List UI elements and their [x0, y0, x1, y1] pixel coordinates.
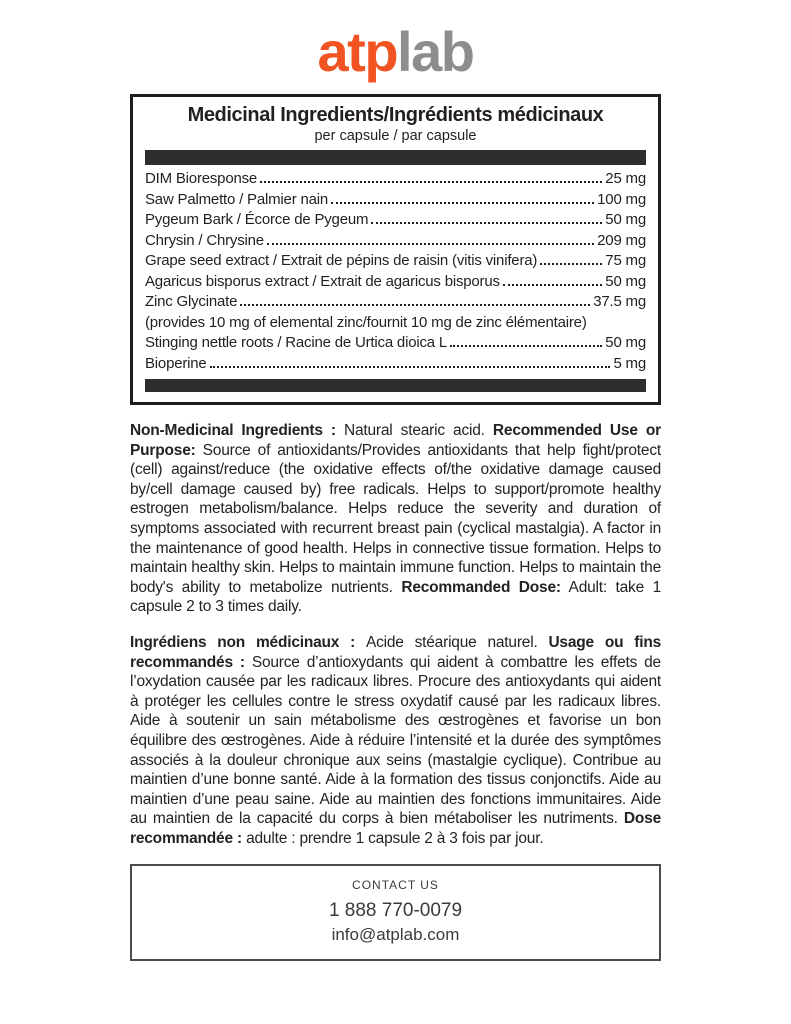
- text-segment: Adult: take 1 capsule 2 to 3 times daily.: [130, 578, 661, 616]
- panel-subtitle: per capsule / par capsule: [314, 128, 477, 144]
- ingredient-list: [145, 169, 646, 374]
- ingredient-name: Agaricus bisporus extract / Extrait de agaricus bisporus: [145, 272, 500, 290]
- ingredient-name: Zinc Glycinate: [145, 293, 238, 310]
- dot-leader: [503, 284, 602, 286]
- ingredient-name: (provides 10 mg of elemental zinc/fournit 10 mg de zinc élémentaire): [145, 313, 587, 331]
- ingredient-name: Chrysin / Chrysine: [145, 231, 264, 249]
- panel-title: Medicinal Ingredients/Ingrédients médicinaux: [187, 104, 604, 126]
- ingredient-row: [145, 190, 646, 211]
- dot-leader: [540, 263, 602, 265]
- ingredient-row: [145, 231, 646, 252]
- divider-bar-top: [145, 150, 646, 165]
- ingredient-amount: 100 mg: [597, 190, 646, 208]
- ingredient-name: Stinging nettle roots / Racine de Urtica dioica L: [145, 334, 448, 351]
- text-segment: Natural stearic acid.: [343, 422, 493, 439]
- text-segment: Acide stéarique naturel.: [365, 633, 549, 651]
- bold-text-segment: Non-Medicinal Ingredients :: [130, 422, 344, 439]
- medicinal-ingredients-panel: [130, 94, 661, 405]
- ingredient-amount: 75 mg: [605, 252, 646, 269]
- brand-logo: [0, 0, 791, 83]
- dot-leader: [260, 181, 602, 183]
- ingredient-amount: 50 mg: [605, 272, 646, 290]
- contact-email: info@atplab.com: [331, 925, 460, 945]
- ingredient-name: Bioperine: [145, 354, 207, 372]
- ingredient-amount: 50 mg: [605, 211, 646, 228]
- ingredient-amount: 25 mg: [605, 170, 646, 187]
- ingredient-amount: 50 mg: [605, 334, 646, 351]
- bold-text-segment: Dose recommandée :: [130, 810, 661, 847]
- bold-text-segment: Recommanded Dose:: [401, 578, 561, 596]
- contact-heading: CONTACT US: [352, 878, 439, 893]
- ingredient-name: Grape seed extract / Extrait de pépins de raisin (vitis vinifera): [145, 252, 538, 269]
- ingredient-row: [145, 210, 646, 231]
- dot-leader: [240, 304, 590, 306]
- logo-lab-text: lab: [397, 20, 474, 83]
- ingredient-row: [145, 313, 646, 334]
- bold-text-segment: Recommended Use or Purpose:: [130, 422, 661, 459]
- ingredient-amount: 37.5 mg: [593, 293, 646, 310]
- ingredient-row: [145, 333, 646, 354]
- text-segment: Source of antioxidants/Provides antioxidants that help fight/protect (cell) against/reduce (the oxidative effects of/the oxidative damage caused by/cell damage caused by) free radicals. Helps to support/promote healthy estrogen metabolism/balance. Helps reduce the severity and duration of symptoms associated with recurrent breast pain (cyclical mastalgia). A factor in the maintenance of good health. Helps in connective tissue formation. Helps to maintain healthy skin. Helps to maintain immune function. Helps to maintain the body's ability to metabolize nutrients.: [130, 441, 661, 596]
- ingredient-name: Pygeum Bark / Écorce de Pygeum: [145, 211, 369, 228]
- text-segment: Source d’antioxydants qui aident à combattre les effets de l’oxydation causée par les radicaux libres. Procure des antioxydants qui aident à protéger les cellules contre le stress oxydatif causé par les radicaux libres. Aide à soutenir un sain métabolisme des œstrogènes et favorise un bon équilibre des œstrogènes. Aide à réduire l’intensité et la durée des symptômes associés à la douleur chronique aux seins (mastalgie cyclique). Contribue au maintien d’une bonne santé. Aide à la formation des tissus conjonctifs. Aide au maintien d’une peau saine. Aide au maintien des fonctions immunitaires. Aide au maintien de la capacité du corps à bien métaboliser les nutriments.: [130, 653, 661, 828]
- ingredient-amount: 209 mg: [597, 231, 646, 249]
- dot-leader: [450, 345, 602, 347]
- ingredient-name: Saw Palmetto / Palmier nain: [145, 190, 329, 208]
- text-segment: adulte : prendre 1 capsule 2 à 3 fois par jour.: [241, 829, 544, 847]
- contact-box: [130, 864, 661, 961]
- non-medicinal-paragraph-fr: [130, 633, 661, 849]
- bold-text-segment: Usage ou fins recommandés :: [130, 633, 662, 671]
- ingredient-row: [145, 292, 646, 313]
- divider-bar-bottom: [145, 379, 646, 392]
- dot-leader: [267, 243, 594, 245]
- ingredient-row: [145, 251, 646, 272]
- ingredient-amount: 5 mg: [613, 354, 646, 372]
- bold-text-segment: Ingrédiens non médicinaux :: [130, 633, 366, 651]
- contact-phone: 1 888 770-0079: [328, 900, 463, 922]
- ingredient-row: [145, 169, 646, 190]
- dot-leader: [331, 202, 594, 204]
- dot-leader: [210, 366, 611, 368]
- ingredient-row: [145, 354, 646, 375]
- logo-atp-text: atp: [317, 20, 398, 83]
- ingredient-name: DIM Bioresponse: [145, 170, 258, 187]
- ingredient-row: [145, 272, 646, 293]
- dot-leader: [371, 222, 602, 224]
- non-medicinal-paragraph-en: [130, 421, 661, 617]
